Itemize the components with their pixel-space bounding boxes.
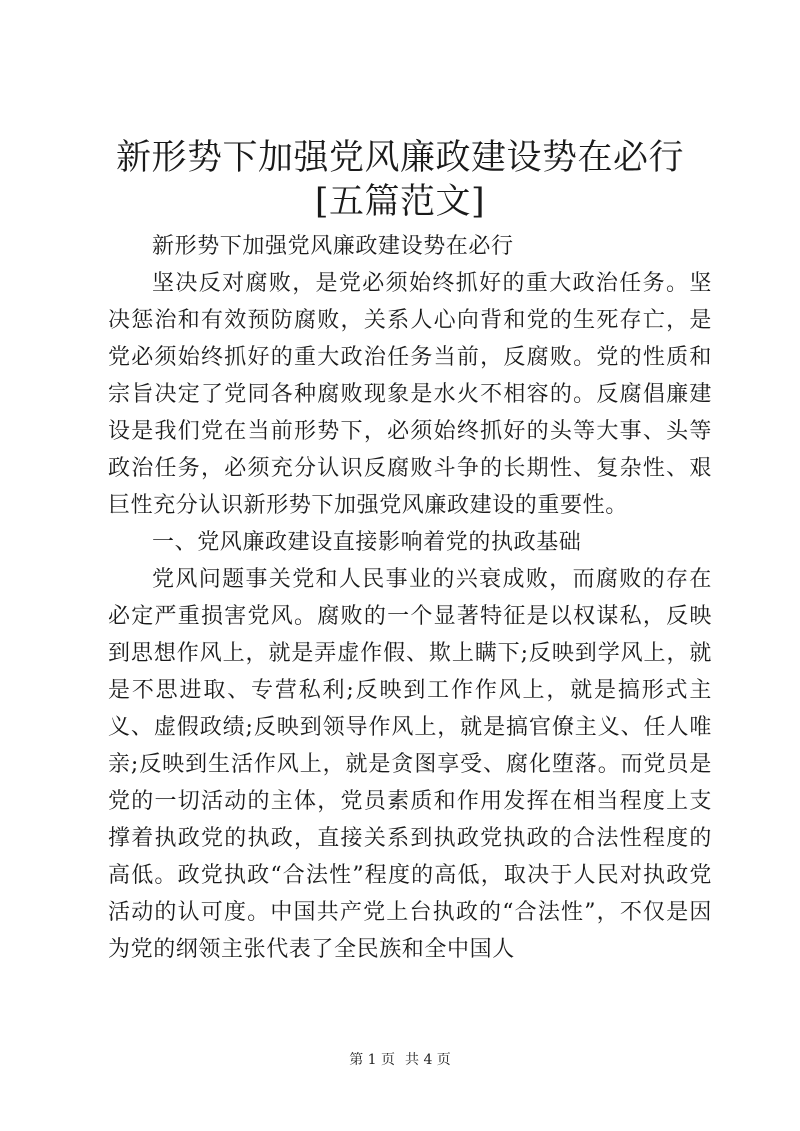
section-heading: 一、党风廉政建设直接影响着党的执政基础	[152, 530, 582, 555]
page-footer	[0, 1051, 800, 1069]
body-paragraph: 党风问题事关党和人民事业的兴衰成败，而腐败的存在必定严重损害党风。腐败的一个显著特征是以权谋私，反映到思想作风上，就是弄虚作假、欺上瞒下;反映到学风上，就是不思进取、专营私利;反映到工作作风上，就是搞形式主义、虚假政绩;反映到领导作风上，就是搞官僚主义、任人唯亲;反映到生活作风上，就是贪图享受、腐化堕落。而党员是党的一切活动的主体，党员素质和作用发挥在相当程度上支撑着执政党的执政，直接关系到执政党执政的合法性程度的高低。政党执政“合法性”程度的高低，取决于人民对执政党活动的认可度。中国共产党上台执政的“合法性”，不仅是因为党的纲领主张代表了全民族和全中国人	[108, 567, 712, 962]
page-number: 第 1 页	[349, 1052, 395, 1068]
page-total: 共 4 页	[405, 1052, 451, 1068]
document-body	[108, 228, 712, 968]
body-paragraph: 坚决反对腐败，是党必须始终抓好的重大政治任务。坚决惩治和有效预防腐败，关系人心向背和党的生死存亡，是党必须始终抓好的重大政治任务当前，反腐败。党的性质和宗旨决定了党同各种腐败现象是水火不相容的。反腐倡廉建设是我们党在当前形势下，必须始终抓好的头等大事、头等政治任务，必须充分认识反腐败斗争的长期性、复杂性、艰巨性充分认识新形势下加强党风廉政建设的重要性。	[108, 271, 712, 518]
document-title: 新形势下加强党风廉政建设势在必行[五篇范文]	[115, 138, 684, 222]
subtitle-paragraph: 新形势下加强党风廉政建设势在必行	[152, 234, 514, 259]
